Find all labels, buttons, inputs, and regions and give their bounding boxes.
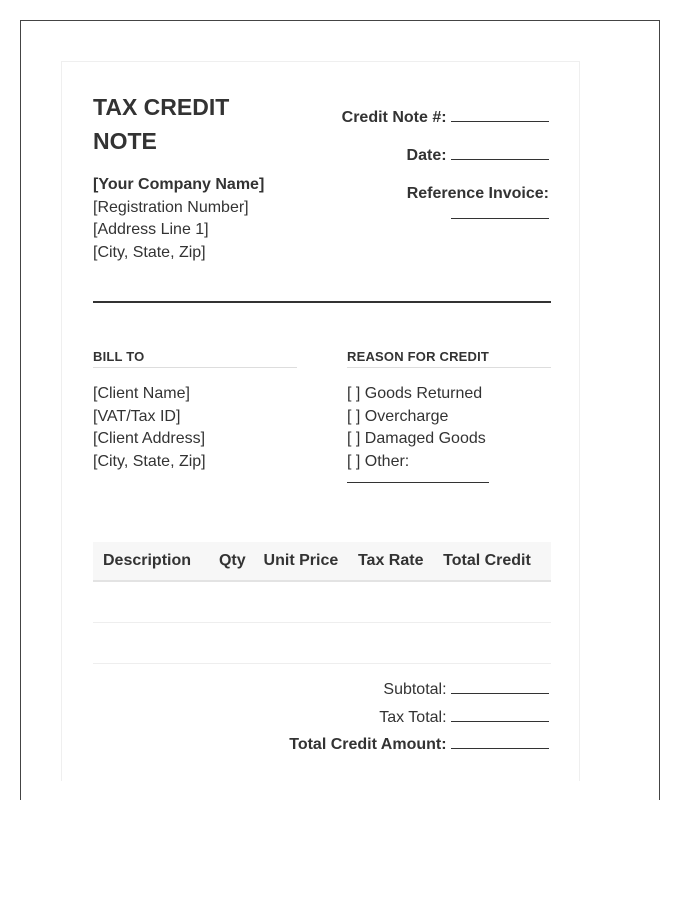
reference-invoice-blank bbox=[451, 206, 549, 219]
client-address: [Client Address] bbox=[93, 430, 206, 448]
date-label: Date: bbox=[406, 147, 447, 164]
header-qty: Qty bbox=[211, 542, 253, 581]
reason-overcharge: [ ] Overcharge bbox=[347, 407, 449, 425]
header-unit-price: Unit Price bbox=[253, 542, 348, 581]
company-address: [Address Line 1] bbox=[93, 221, 209, 238]
reason-goods-returned: [ ] Goods Returned bbox=[347, 385, 483, 402]
table-header-row bbox=[93, 542, 551, 581]
table-row bbox=[93, 623, 551, 664]
company-city: [City, State, Zip] bbox=[93, 243, 206, 261]
table-row bbox=[93, 581, 551, 623]
reason-other-blank bbox=[347, 474, 489, 483]
header-description: Description bbox=[93, 542, 211, 581]
reference-invoice-label: Reference Invoice: bbox=[406, 185, 549, 202]
totals-block bbox=[289, 679, 549, 762]
date-blank bbox=[451, 145, 549, 160]
reference-invoice-row bbox=[342, 182, 549, 220]
company-name: [Your Company Name] bbox=[93, 176, 265, 193]
reason-list bbox=[347, 383, 489, 483]
client-name: [Client Name] bbox=[93, 385, 190, 402]
credit-note-number-label: Credit Note #: bbox=[341, 109, 447, 126]
tax-total-row bbox=[289, 707, 549, 735]
date-row bbox=[342, 144, 549, 182]
company-registration: [Registration Number] bbox=[93, 198, 249, 216]
reason-damaged-goods: [ ] Damaged Goods bbox=[347, 430, 486, 448]
credit-note-document bbox=[61, 61, 580, 781]
client-city: [City, State, Zip] bbox=[93, 453, 206, 471]
credit-note-number-blank bbox=[451, 107, 549, 122]
subtotal-label: Subtotal: bbox=[383, 681, 447, 698]
items-table bbox=[93, 542, 551, 664]
company-block bbox=[93, 174, 264, 264]
total-credit-blank bbox=[451, 734, 549, 749]
bill-to-list bbox=[93, 383, 206, 474]
meta-block bbox=[342, 106, 549, 220]
total-credit-label: Total Credit Amount: bbox=[289, 736, 447, 753]
reason-other: [ ] Other: bbox=[347, 453, 410, 471]
document-title: TAX CREDIT NOTE bbox=[93, 94, 230, 154]
subtotal-row bbox=[289, 679, 549, 707]
tax-total-blank bbox=[451, 707, 549, 722]
header-total-credit: Total Credit bbox=[433, 542, 551, 581]
total-credit-row bbox=[289, 734, 549, 762]
tax-total-label: Tax Total: bbox=[379, 708, 447, 726]
subtotal-blank bbox=[451, 679, 549, 694]
credit-note-number-row bbox=[342, 106, 549, 144]
header-tax-rate: Tax Rate bbox=[348, 542, 433, 581]
client-vat: [VAT/Tax ID] bbox=[93, 407, 181, 425]
bill-to-heading: BILL TO bbox=[93, 349, 297, 368]
reason-heading: REASON FOR CREDIT bbox=[347, 349, 551, 368]
header-divider bbox=[93, 301, 551, 303]
